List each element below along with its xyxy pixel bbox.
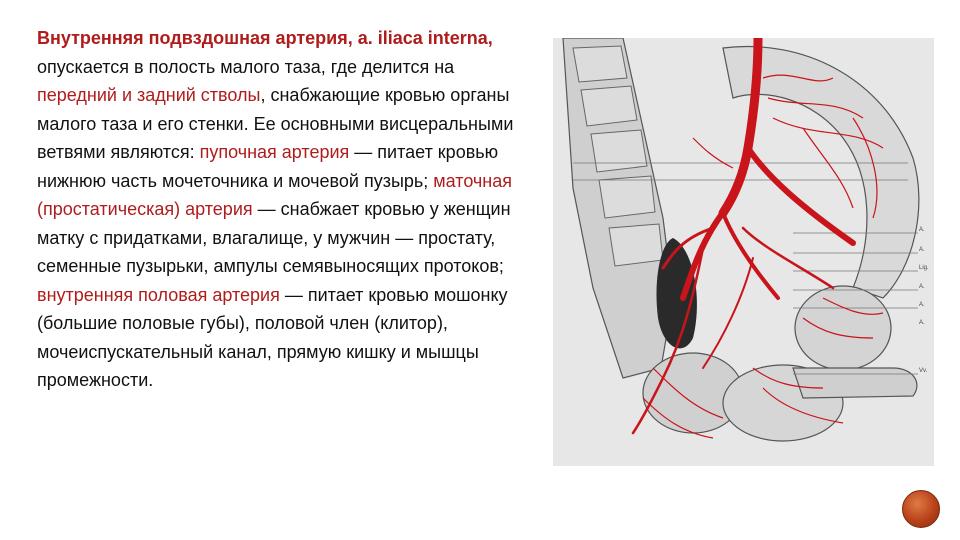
text-segment-5: — питает кровью мошонку (большие половые губы), половой член (клитор), мочеиспускательный канал, прямую кишку и мышцы промежности. bbox=[37, 284, 508, 390]
bladder-shape bbox=[795, 286, 891, 370]
anatomy-illustration bbox=[553, 38, 934, 466]
description-text bbox=[37, 24, 517, 395]
pelvis-arteries-drawing bbox=[553, 38, 934, 466]
text-segment-4: — снабжает кровью у женщин матку с придатками, влагалище, у мужчин — простату, семенные пузырьки, ампулы семявыносящих протоков; bbox=[37, 199, 511, 276]
vertebra bbox=[609, 224, 663, 266]
vertebra bbox=[573, 46, 627, 82]
text-segment-3: — питает кровью нижнюю часть мочеточника и мочевой пузырь; bbox=[37, 142, 499, 191]
figure-label: Lig. bbox=[919, 265, 929, 271]
text-segment-2: , снабжающие кровью органы малого таза и его стенки. Ее основными висцеральными ветвями являются: bbox=[37, 85, 514, 162]
figure-label: Vv. bbox=[919, 368, 928, 374]
decorative-seal-icon bbox=[902, 490, 940, 528]
vertebra bbox=[591, 130, 647, 172]
highlight-pudendal-artery: внутренняя половая артерия bbox=[37, 284, 280, 305]
title-term: Внутренняя подвздошная артерия, a. iliaca interna, bbox=[37, 28, 493, 48]
highlight-uterine-artery: маточная (простатическая) артерия bbox=[37, 170, 513, 219]
figure-label: A. bbox=[919, 284, 925, 290]
penis-shape bbox=[793, 368, 917, 398]
text-segment-1: опускается в полость малого таза, где делится на bbox=[37, 56, 455, 77]
figure-label: A. bbox=[919, 302, 925, 308]
figure-label: A. bbox=[919, 227, 925, 233]
highlight-trunks: передний и задний стволы bbox=[37, 85, 261, 105]
highlight-umbilical-artery: пупочная артерия bbox=[199, 142, 350, 162]
description-paragraph bbox=[37, 24, 517, 395]
figure-label: A. bbox=[919, 247, 925, 253]
vertebra bbox=[599, 176, 655, 218]
figure-label: A. bbox=[919, 320, 925, 326]
vertebra bbox=[581, 86, 637, 126]
